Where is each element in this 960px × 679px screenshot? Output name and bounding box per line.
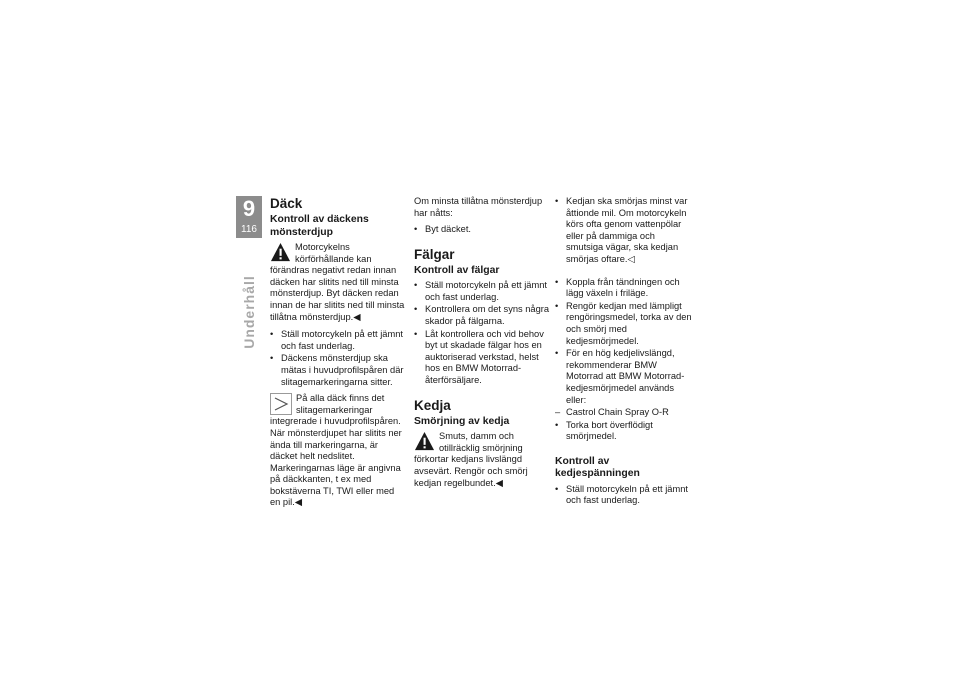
page-number: 116 [241, 224, 257, 235]
list-item: • Torka bort överflödigt smörjmedel. [555, 419, 653, 442]
list-item: • Ställ motorcykeln på ett jämnt och fast underlag. [555, 483, 688, 506]
section-label-text: Underhåll [241, 275, 257, 349]
paragraph-intro: Om minsta tillåtna mönsterdjup har nåtts: [414, 196, 543, 218]
warning-triangle-icon [414, 431, 435, 452]
list-item: • Rengör kedjan med lämpligt rengöringsmedel, torka av den och smörj med kedjesmörjmedel. [555, 300, 692, 346]
heading-kontroll-falgar: Kontroll av fälgar [414, 264, 500, 276]
step-list [270, 329, 407, 388]
heading-kedja: Kedja [414, 397, 451, 413]
column-3 [555, 196, 692, 512]
heading-smorjning: Smörjning av kedja [414, 415, 510, 427]
note-text: På alla däck finns det slitagemarkeringar integrerade i huvudprofilspåren. När mönsterdjupet har slitits ner ända till markeringarna, är däcket helt nedslitet. Markeringarnas läge är angivna på däckkanten, t ex med bokstäverna TI, TWI eller med en pil.◀ [270, 393, 402, 508]
heading-falgar: Fälgar [414, 246, 455, 262]
list-item: • För en hög kedjelivslängd, rekommenderar BMW Motorrad att BMW Motorrad-kedjesmörjmedel används eller: [555, 348, 685, 405]
list-item: • Kedjan ska smörjas minst var åttionde mil. Om motorcykeln körs ofta genom vattenpölar eller på dammiga och smutsiga vägar, ska kedjan smörjas oftare.◁ [555, 196, 688, 264]
falgar-list [414, 280, 551, 386]
list-item: • Ställ motorcykeln på ett jämnt och fast underlag. [414, 280, 547, 302]
list-item: • Ställ motorcykeln på ett jämnt och fast underlag. [270, 329, 403, 351]
info-list [555, 196, 692, 266]
list-item: • Däckens mönsterdjup ska mätas i huvudprofilspåren där slitagemarkeringarna sitter. [270, 353, 404, 387]
note-block [270, 393, 407, 509]
list-item: • Låt kontrollera och vid behov byt ut skadade fälgar hos en auktoriserad verkstad, helst hos en BMW Motorrad-återförsäljare. [414, 328, 544, 386]
spanning-list [555, 484, 692, 507]
kedja-steps [555, 277, 692, 443]
chapter-tab [236, 196, 262, 238]
warning-triangle-icon [270, 242, 291, 263]
list-item: • Kontrollera om det syns några skador på fälgarna. [414, 304, 550, 327]
warning-block [270, 242, 407, 323]
column-2 [414, 196, 551, 495]
note-triangle-icon [270, 393, 292, 415]
list-item: • Koppla från tändningen och lägg växeln i friläge. [555, 276, 680, 299]
list-item: – Castrol Chain Spray O-R [555, 407, 669, 418]
list-item: • Byt däcket. [414, 224, 471, 235]
column-1 [270, 196, 407, 515]
heading-dack: Däck [270, 196, 303, 211]
heading-kedjespanning: Kontroll av kedjespänningen [555, 455, 640, 480]
warning-text: Smuts, damm och otillräcklig smörjning förkortar kedjans livslängd avsevärt. Rengör och smörj kedjan regelbundet.◀ [414, 431, 528, 488]
warning-block [414, 431, 551, 489]
intro-list [414, 224, 551, 236]
heading-monsterdjup: Kontroll av däckens mönsterdjup [270, 214, 369, 238]
warning-text: Motorcykelns körförhållande kan förändras negativt redan innan däcken har slitits ned till minsta mönsterdjup. Byt däcken redan innan de har slitits ned till minsta tillåtna mönsterdjup.◀ [270, 242, 405, 322]
chapter-number: 9 [242, 196, 256, 221]
section-side-label [236, 266, 262, 358]
